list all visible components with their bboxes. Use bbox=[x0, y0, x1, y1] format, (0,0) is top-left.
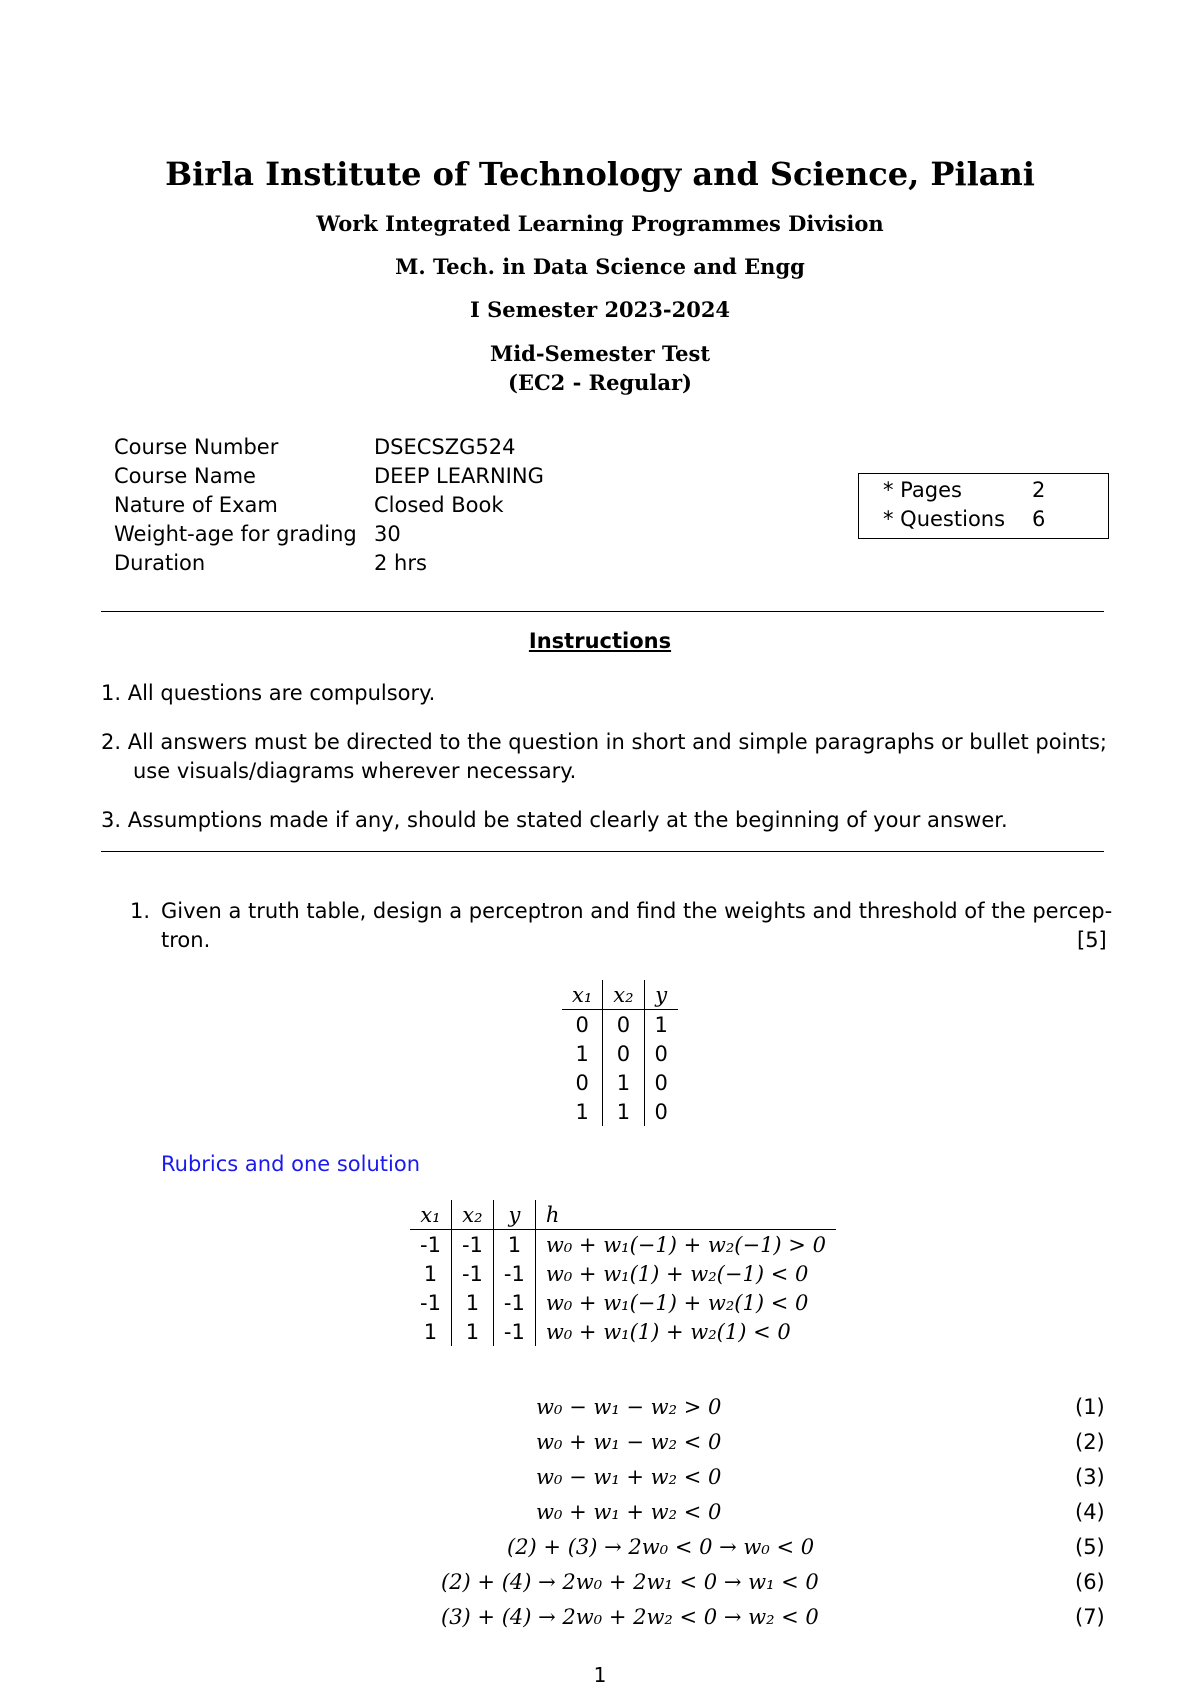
table-cell: 1 bbox=[562, 1097, 603, 1126]
table-cell: 0 bbox=[562, 1068, 603, 1097]
course-info-label: Course Name bbox=[114, 464, 256, 488]
equation-number: (2) bbox=[1075, 1430, 1105, 1454]
course-info-label: Duration bbox=[114, 551, 206, 575]
table-cell: w₀ + w₁(1) + w₂(−1) < 0 bbox=[545, 1261, 809, 1286]
table-cell: 1 bbox=[603, 1097, 644, 1126]
table-cell: 0 bbox=[654, 1070, 668, 1095]
solution-table bbox=[410, 1200, 836, 1346]
table-cell: 0 bbox=[654, 1041, 668, 1066]
programme-name: M. Tech. in Data Science and Engg bbox=[395, 254, 805, 279]
course-info-label: Nature of Exam bbox=[114, 493, 278, 517]
table-cell: -1 bbox=[410, 1230, 451, 1260]
table-row bbox=[562, 1039, 678, 1068]
table-cell: 0 bbox=[603, 1039, 644, 1068]
equation: (3) + (4) → 2w₀ + 2w₂ < 0 → w₂ < 0 bbox=[441, 1605, 819, 1629]
semester: I Semester 2023-2024 bbox=[469, 297, 731, 322]
table-header: h bbox=[535, 1200, 836, 1230]
info-box bbox=[858, 473, 1109, 539]
instruction-item: 1. All questions are compulsory. bbox=[101, 681, 436, 705]
table-row bbox=[562, 1068, 678, 1097]
equation: w₀ + w₁ − w₂ < 0 bbox=[536, 1430, 722, 1454]
table-cell: 1 bbox=[410, 1259, 451, 1288]
equation-number: (7) bbox=[1075, 1605, 1105, 1629]
question-text: Given a truth table, design a perceptron and find the weights and threshold of the percep- bbox=[161, 899, 1113, 923]
table-row bbox=[410, 1288, 836, 1317]
info-box-value: 2 bbox=[1032, 478, 1046, 502]
table-cell: -1 bbox=[493, 1259, 535, 1288]
test-name: Mid-Semester Test bbox=[489, 341, 711, 366]
table-cell: 1 bbox=[654, 1012, 668, 1037]
table-header-row bbox=[562, 980, 678, 1010]
table-row bbox=[562, 1010, 678, 1040]
table-cell: 1 bbox=[410, 1317, 451, 1346]
divider bbox=[101, 851, 1104, 852]
institute-title: Birla Institute of Technology and Science, Pilani bbox=[165, 155, 1035, 193]
instructions-heading: Instructions bbox=[528, 629, 672, 653]
equation-number: (3) bbox=[1075, 1465, 1105, 1489]
table-cell: -1 bbox=[493, 1288, 535, 1317]
course-info-labels bbox=[114, 433, 357, 578]
equation: (2) + (4) → 2w₀ + 2w₁ < 0 → w₁ < 0 bbox=[441, 1570, 819, 1594]
course-info-value: DSECSZG524 bbox=[374, 435, 516, 459]
table-cell: 1 bbox=[493, 1230, 535, 1260]
table-header: x₂ bbox=[451, 1200, 493, 1230]
equation-number: (4) bbox=[1075, 1500, 1105, 1524]
table-cell: 0 bbox=[562, 1010, 603, 1040]
instruction-item: 2. All answers must be directed to the question in short and simple paragraphs or bullet points; bbox=[101, 730, 1107, 754]
course-info-value: 30 bbox=[374, 522, 401, 546]
divider bbox=[101, 611, 1104, 612]
table-cell: w₀ + w₁(1) + w₂(1) < 0 bbox=[545, 1319, 791, 1344]
table-header: x₂ bbox=[603, 980, 644, 1010]
equation-number: (5) bbox=[1075, 1535, 1105, 1559]
course-info-label: Course Number bbox=[114, 435, 279, 459]
table-header: y bbox=[493, 1200, 535, 1230]
table-cell: w₀ + w₁(−1) + w₂(1) < 0 bbox=[545, 1290, 809, 1315]
course-info-value: DEEP LEARNING bbox=[374, 464, 544, 488]
table-header: y bbox=[644, 980, 678, 1010]
division-name: Work Integrated Learning Programmes Division bbox=[316, 211, 884, 236]
equation: w₀ − w₁ − w₂ > 0 bbox=[536, 1395, 722, 1419]
equation-number: (1) bbox=[1075, 1395, 1105, 1419]
table-cell: 0 bbox=[654, 1099, 668, 1124]
equation: (2) + (3) → 2w₀ < 0 → w₀ < 0 bbox=[507, 1535, 815, 1559]
course-info-value: Closed Book bbox=[374, 493, 504, 517]
table-row bbox=[562, 1097, 678, 1126]
question-number: 1. bbox=[130, 899, 151, 923]
table-cell: -1 bbox=[451, 1230, 493, 1260]
equation: w₀ − w₁ + w₂ < 0 bbox=[536, 1465, 722, 1489]
course-info-label: Weight-age for grading bbox=[114, 522, 357, 546]
instruction-item: 3. Assumptions made if any, should be stated clearly at the beginning of your answer. bbox=[101, 808, 1008, 832]
table-cell: w₀ + w₁(−1) + w₂(−1) > 0 bbox=[545, 1232, 826, 1257]
table-cell: -1 bbox=[451, 1259, 493, 1288]
course-info-value: 2 hrs bbox=[374, 551, 427, 575]
test-type: (EC2 - Regular) bbox=[508, 370, 692, 395]
course-info-values bbox=[374, 433, 544, 578]
table-cell: 1 bbox=[603, 1068, 644, 1097]
table-cell: -1 bbox=[410, 1288, 451, 1317]
info-box-label: * Questions bbox=[883, 507, 1006, 531]
question-marks: [5] bbox=[1077, 928, 1107, 952]
info-box-value: 6 bbox=[1032, 507, 1046, 531]
rubric-label: Rubrics and one solution bbox=[161, 1152, 421, 1176]
equation-number: (6) bbox=[1075, 1570, 1105, 1594]
info-box-label: * Pages bbox=[883, 478, 962, 502]
table-header: x₁ bbox=[562, 980, 603, 1010]
page-number: 1 bbox=[593, 1663, 607, 1687]
table-cell: 1 bbox=[562, 1039, 603, 1068]
table-header-row bbox=[410, 1200, 836, 1230]
table-row bbox=[410, 1259, 836, 1288]
equation: w₀ + w₁ + w₂ < 0 bbox=[536, 1500, 722, 1524]
truth-table bbox=[562, 980, 678, 1126]
table-row bbox=[410, 1230, 836, 1260]
table-cell: 1 bbox=[451, 1288, 493, 1317]
table-cell: 1 bbox=[451, 1317, 493, 1346]
table-cell: 0 bbox=[603, 1010, 644, 1040]
table-row bbox=[410, 1317, 836, 1346]
question-text-continuation: tron. bbox=[161, 928, 211, 952]
table-header: x₁ bbox=[410, 1200, 451, 1230]
table-cell: -1 bbox=[493, 1317, 535, 1346]
instruction-item-continuation: use visuals/diagrams wherever necessary. bbox=[133, 759, 577, 783]
